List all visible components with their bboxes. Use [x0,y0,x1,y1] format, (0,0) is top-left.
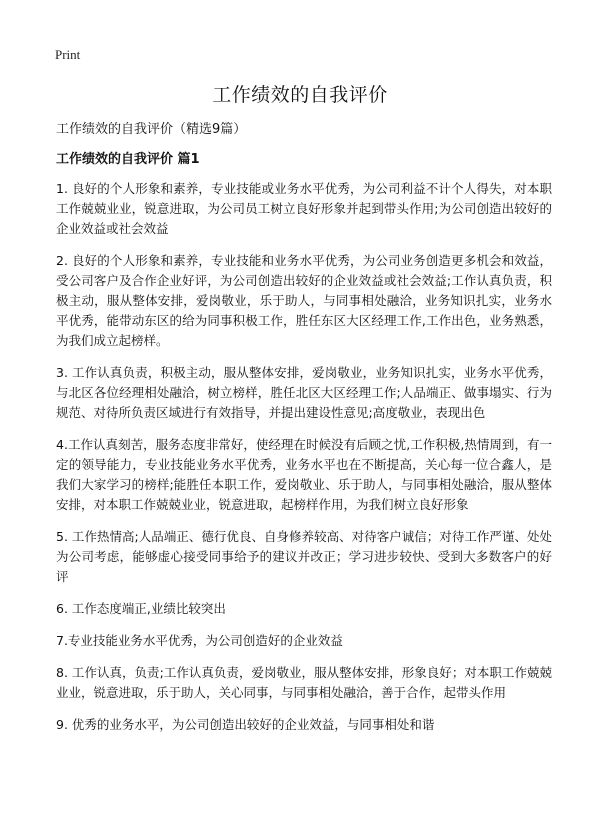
paragraph-5: 5. 工作热情高;人品端正、德行优良、自身修养较高、对待客户诚信；对待工作严谨、处处为公司考虑，能够虚心接受同事给予的建议并改正；学习进步较快、受到大多数客户的好评 [56,529,552,584]
paragraph-1: 1. 良好的个人形象和素养，专业技能或业务水平优秀，为公司利益不计个人得失，对本职工作兢兢业业，锐意进取，为公司员工树立良好形象并起到带头作用;为公司创造出较好的企业效益或社会效益 [56,181,552,236]
paragraph-2: 2. 良好的个人形象和素养，专业技能和业务水平优秀，为公司业务创造更多机会和效益，受公司客户及合作企业好评，为公司创造出较好的企业效益或社会效益;工作认真负责，积极主动，服从整体安排，爱岗敬业，乐于助人，与同事相处融洽，业务知识扎实，业务水平优秀，能带动东区的给为同事积极工作，胜任东区大区经理工作,工作出色，业务熟悉，为我们成立起榜样。 [56,253,552,348]
paragraph-9: 9. 优秀的业务水平，为公司创造出较好的企业效益，与同事相处和谐 [56,717,435,732]
paragraph-8: 8. 工作认真，负责;工作认真负责，爱岗敬业，服从整体安排，形象良好；对本职工作兢兢业业，锐意进取，乐于助人，关心同事，与同事相处融洽，善于合作，起带头作用 [56,665,552,700]
paragraph-7: 7.专业技能业务水平优秀，为公司创造好的企业效益 [56,633,343,648]
paragraph-3: 3. 工作认真负责，积极主动，服从整体安排，爱岗敬业，业务知识扎实，业务水平优秀，与北区各位经理相处融洽，树立榜样，胜任北区大区经理工作;人品端正、做事塌实、行为规范、对待所负责区域进行有效指导，并提出建设性意见;高度敬业，表现出色 [56,365,552,420]
section-heading: 工作绩效的自我评价 篇1 [56,152,200,167]
paragraph-6: 6. 工作态度端正,业绩比较突出 [56,601,226,616]
paragraph-4: 4.工作认真刻苦，服务态度非常好，使经理在时候没有后顾之忧,工作积极,热情周到，有一定的领导能力，专业技能业务水平优秀，业务水平也在不断提高，关心每一位合鑫人，是我们大家学习的榜样;能胜任本职工作，爱岗敬业、乐于助人，与同事相处融洽，服从整体安排，对本职工作兢兢业业，锐意进取，起榜样作用，为我们树立良好形象 [56,437,552,512]
article-body [56,120,552,747]
print-link[interactable]: Print [55,47,81,62]
article-subtitle: 工作绩效的自我评价（精选9篇） [56,122,247,137]
page-title: 工作绩效的自我评价 [212,84,388,106]
